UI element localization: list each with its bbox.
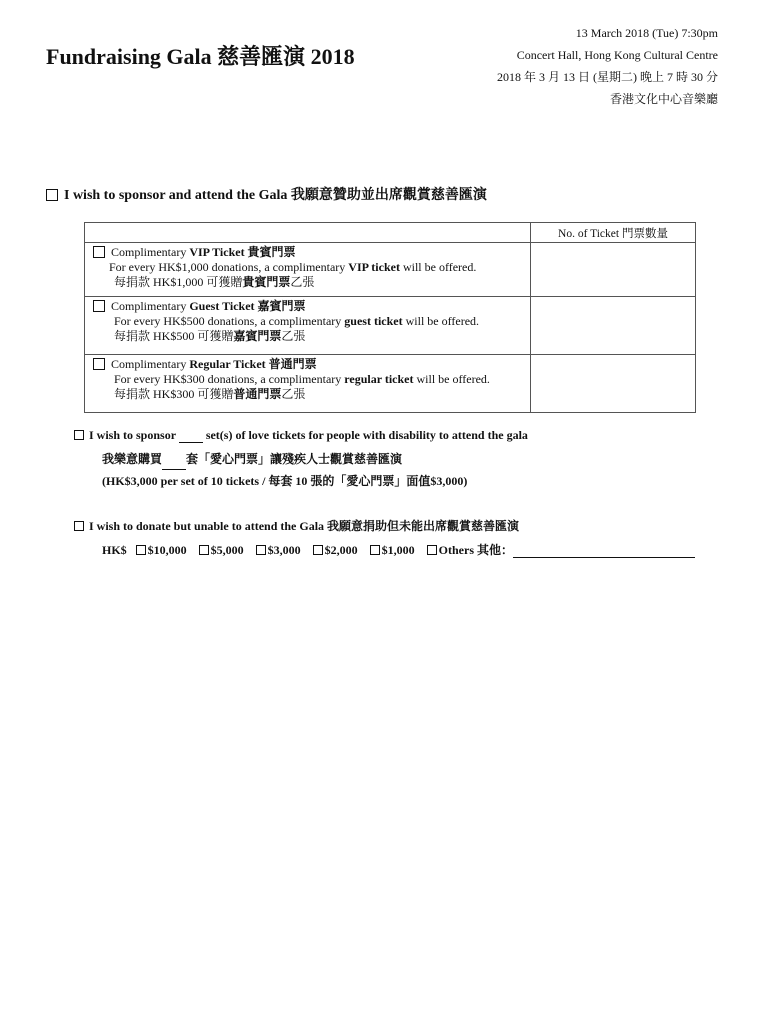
ticket-desc-text: will be offered. [402,314,480,328]
event-datetime-en: 13 March 2018 (Tue) 7:30pm [575,26,718,40]
ticket-name: Guest Ticket 嘉賓門票 [189,299,306,313]
ticket-zh-text: 每捐款 HK$300 可獲贈 [114,387,234,401]
amount-checkbox[interactable] [313,545,323,555]
donate-section [74,517,704,558]
sponsor-attend-label: I wish to sponsor and attend the Gala 我願意贊助並出席觀賞慈善匯演 [64,188,487,203]
ticket-zh-text: 乙張 [281,387,306,401]
ticket-zh-bold: 貴賓門票 [242,275,291,289]
amount-checkbox[interactable] [256,545,266,555]
amount-option-3000[interactable] [256,543,301,558]
ticket-desc-text: For every HK$500 donations, a complimentary [114,314,345,328]
ticket-zh-bold: 普通門票 [233,387,282,401]
ticket-desc-bold: regular ticket [344,372,414,386]
ticket-zh-bold: 嘉賓門票 [233,329,282,343]
amount-checkbox[interactable] [136,545,146,555]
love-tickets-sets-input[interactable] [179,431,203,443]
amount-checkbox[interactable] [370,545,380,555]
amount-label: $2,000 [324,543,358,557]
guest-ticket-checkbox[interactable] [93,300,105,312]
ticket-qty-header: No. of Ticket 門票數量 [531,223,696,243]
love-tickets-label: set(s) of love tickets for people with disability to attend the gala [202,428,528,442]
ticket-prefix: Complimentary [111,299,190,313]
love-tickets-zh-label: 套「愛心門票」讓殘疾人士觀賞慈善匯演 [186,452,403,466]
amount-option-5000[interactable] [199,543,244,558]
sponsor-attend-checkbox[interactable] [46,189,58,201]
guest-ticket-qty-input[interactable] [531,297,696,355]
ticket-zh-text: 每捐款 HK$1,000 可獲贈 [114,275,243,289]
event-datetime-zh: 2018 年 3 月 13 日 (星期二) 晚上 7 時 30 分 [497,70,718,84]
ticket-prefix: Complimentary [111,357,190,371]
love-tickets-section [74,428,528,492]
regular-ticket-qty-input[interactable] [531,355,696,413]
amount-option-10000[interactable] [136,543,187,558]
love-tickets-zh-sets-input[interactable] [162,458,186,470]
vip-ticket-checkbox[interactable] [93,246,105,258]
amount-option-1000[interactable] [370,543,415,558]
ticket-desc-text: For every HK$1,000 donations, a complimentary [109,260,349,274]
ticket-table-header-blank [85,223,531,243]
donate-checkbox[interactable] [74,521,84,531]
love-tickets-price-note: (HK$3,000 per set of 10 tickets / 每套 10 張的「愛心門票」面值$3,000) [102,474,468,488]
love-tickets-label: I wish to sponsor [89,428,179,442]
ticket-name: VIP Ticket 貴賓門票 [189,245,296,259]
love-tickets-checkbox[interactable] [74,430,84,440]
table-row [85,355,696,413]
amount-label: $5,000 [210,543,244,557]
page-title: Fundraising Gala 慈善匯演 2018 [46,44,355,69]
regular-ticket-checkbox[interactable] [93,358,105,370]
event-info [497,22,718,110]
ticket-description [85,243,531,297]
ticket-desc-bold: VIP ticket [348,260,400,274]
donate-label: I wish to donate but unable to attend the Gala 我願意捐助但未能出席觀賞慈善匯演 [89,519,520,533]
event-venue-zh: 香港文化中心音樂廳 [609,92,718,106]
table-row [85,297,696,355]
ticket-zh-text: 乙張 [290,275,315,289]
ticket-prefix: Complimentary [111,245,190,259]
others-amount-input[interactable] [513,545,695,558]
ticket-zh-text: 每捐款 HK$500 可獲贈 [114,329,234,343]
table-row [85,243,696,297]
amount-option-others[interactable] [427,541,695,558]
ticket-desc-bold: guest ticket [344,314,403,328]
ticket-desc-text: will be offered. [413,372,490,386]
vip-ticket-qty-input[interactable] [531,243,696,297]
ticket-zh-text: 乙張 [281,329,306,343]
event-venue-en: Concert Hall, Hong Kong Cultural Centre [516,48,718,62]
amount-label: $10,000 [147,543,187,557]
sponsor-attend-option[interactable] [46,184,487,204]
ticket-desc-text: will be offered. [399,260,477,274]
amount-checkbox[interactable] [199,545,209,555]
love-tickets-zh-label: 我樂意購買 [102,452,163,466]
amount-option-2000[interactable] [313,543,358,558]
amount-label: $1,000 [381,543,415,557]
amount-label: $3,000 [267,543,301,557]
ticket-desc-text: For every HK$300 donations, a complimentary [114,372,345,386]
currency-label: HK$ [102,543,127,557]
ticket-description [85,297,531,355]
ticket-table [84,222,696,413]
ticket-description [85,355,531,413]
amount-label: Others 其他： [438,543,513,557]
amount-checkbox[interactable] [427,545,437,555]
ticket-name: Regular Ticket 普通門票 [189,357,317,371]
